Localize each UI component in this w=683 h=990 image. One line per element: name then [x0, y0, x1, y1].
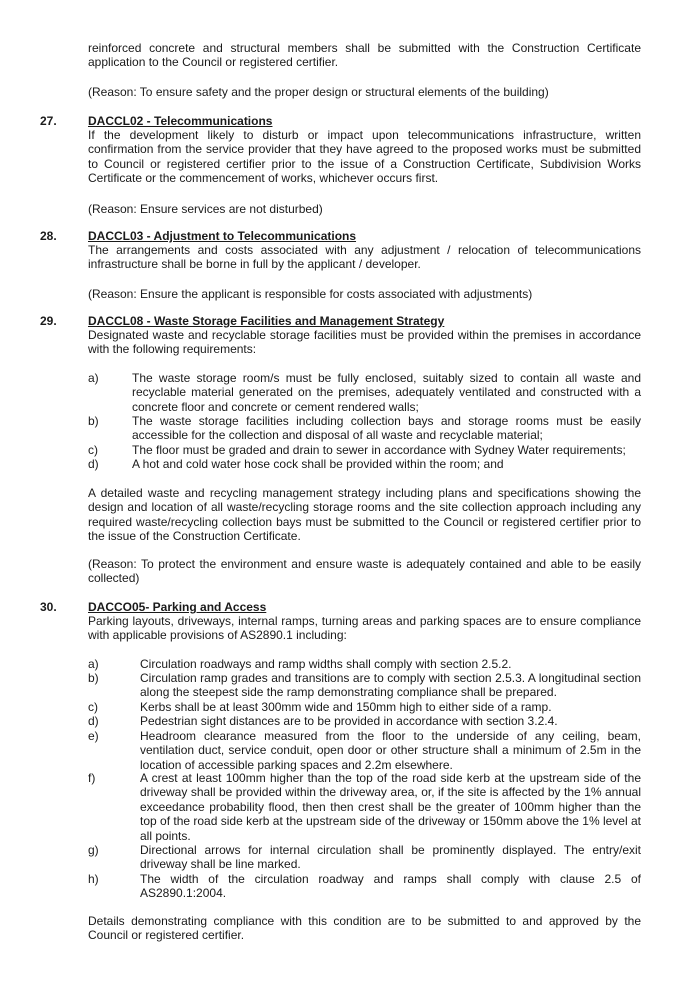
intro-reason: (Reason: To ensure safety and the proper design or structural elements of the building) — [88, 85, 549, 99]
list-item-text: Kerbs shall be at least 300mm wide and 150mm high to either side of a ramp. — [140, 700, 552, 714]
condition-28-body: The arrangements and costs associated with any adjustment / relocation of telecommunications infrastructure shall be borne in full by the applicant / developer. — [88, 243, 641, 272]
list-item-label: g) — [88, 843, 99, 857]
list-item — [88, 371, 641, 414]
condition-29-heading: DACCL08 - Waste Storage Facilities and Management Strategy — [88, 314, 445, 328]
list-item-label: d) — [88, 714, 99, 728]
list-item-label: b) — [88, 414, 99, 428]
condition-29-paragraph: A detailed waste and recycling management strategy including plans and specifications showing the design and location of all waste/recycling storage rooms and the site collection approach including any required waste/recycling collection bays must be submitted to the Council or registered certifier prior to the issue of the Construction Certificate. — [88, 486, 641, 544]
list-item-label: h) — [88, 872, 99, 886]
list-item-text: Circulation ramp grades and transitions are to comply with section 2.5.3. A longitudinal section along the steepest side the ramp demonstrating compliance shall be prepared. — [140, 671, 641, 700]
list-item — [88, 443, 641, 457]
list-item — [88, 872, 641, 901]
condition-29-reason: (Reason: To protect the environment and ensure waste is adequately contained and able to be easily collected) — [88, 557, 641, 586]
condition-27-body: If the development likely to disturb or impact upon telecommunications infrastructure, written confirmation from the service provider that they have agreed to the proposed works must be submitted to Council or registered certifier prior to the issue of a Construction Certificate, Subdivision Works Certificate or the commencement of works, whichever occurs first. — [88, 128, 641, 186]
condition-30-heading: DACCO05- Parking and Access — [88, 600, 267, 614]
list-item-label: b) — [88, 671, 99, 685]
list-item-text: The floor must be graded and drain to sewer in accordance with Sydney Water requirements; — [132, 443, 626, 457]
list-item-text: The waste storage room/s must be fully enclosed, suitably sized to contain all waste and recyclable material generated on the premises, adequately ventilated and constructed with a concrete floor and concrete or cement rendered walls; — [132, 371, 641, 414]
condition-29-number: 29. — [40, 314, 57, 328]
list-item-text: Circulation roadways and ramp widths shall comply with section 2.5.2. — [140, 657, 512, 671]
list-item-label: a) — [88, 371, 99, 385]
list-item — [88, 657, 641, 671]
list-item — [88, 700, 641, 714]
list-item-text: The waste storage facilities including collection bays and storage rooms must be easily accessible for the collection and disposal of all waste and recyclable material; — [132, 414, 641, 443]
condition-27-number: 27. — [40, 114, 57, 128]
list-item-text: The width of the circulation roadway and ramps shall comply with clause 2.5 of AS2890.1:2004. — [140, 872, 641, 901]
condition-29-body: Designated waste and recyclable storage facilities must be provided within the premises in accordance with the following requirements: — [88, 328, 641, 357]
list-item-text: A crest at least 100mm higher than the top of the road side kerb at the upstream side of the driveway shall be provided within the driveway area, or, if the site is affected by the 1% annual exceedance probability flood, then then crest shall be the greater of 100mm higher than the top of the road side kerb at the upstream side of the driveway or 150mm above the 1% level at all points. — [140, 771, 641, 843]
list-item-text: Directional arrows for internal circulation shall be prominently displayed. The entry/exit driveway shall be line marked. — [140, 843, 641, 872]
list-item — [88, 414, 641, 443]
list-item — [88, 714, 641, 728]
list-item-label: c) — [88, 443, 98, 457]
list-item-label: e) — [88, 729, 99, 743]
condition-30-number: 30. — [40, 600, 57, 614]
list-item — [88, 729, 641, 772]
list-item — [88, 771, 641, 843]
list-item-text: Headroom clearance measured from the floor to the underside of any ceiling, beam, ventilation duct, service conduit, open door or other structure shall a minimum of 2.5m in the location of accessible parking spaces and 2.2m elsewhere. — [140, 729, 641, 772]
list-item-label: c) — [88, 700, 98, 714]
list-item — [88, 671, 641, 700]
condition-28-number: 28. — [40, 229, 57, 243]
intro-text: reinforced concrete and structural members shall be submitted with the Construction Certificate application to the Council or registered certifier. — [88, 41, 641, 70]
condition-27-heading: DACCL02 - Telecommunications — [88, 114, 273, 128]
list-item-label: a) — [88, 657, 99, 671]
condition-27-reason: (Reason: Ensure services are not disturbed) — [88, 202, 323, 216]
list-item — [88, 843, 641, 872]
list-item-text: A hot and cold water hose cock shall be provided within the room; and — [132, 457, 504, 471]
condition-28-heading: DACCL03 - Adjustment to Telecommunications — [88, 229, 357, 243]
list-item-label: f) — [88, 771, 96, 785]
condition-30-paragraph: Details demonstrating compliance with this condition are to be submitted to and approved by the Council or registered certifier. — [88, 914, 641, 943]
list-item — [88, 457, 641, 471]
condition-30-body: Parking layouts, driveways, internal ramps, turning areas and parking spaces are to ensure compliance with applicable provisions of AS2890.1 including: — [88, 614, 641, 643]
list-item-text: Pedestrian sight distances are to be provided in accordance with section 3.2.4. — [140, 714, 558, 728]
list-item-label: d) — [88, 457, 99, 471]
condition-28-reason: (Reason: Ensure the applicant is responsible for costs associated with adjustments) — [88, 287, 533, 301]
